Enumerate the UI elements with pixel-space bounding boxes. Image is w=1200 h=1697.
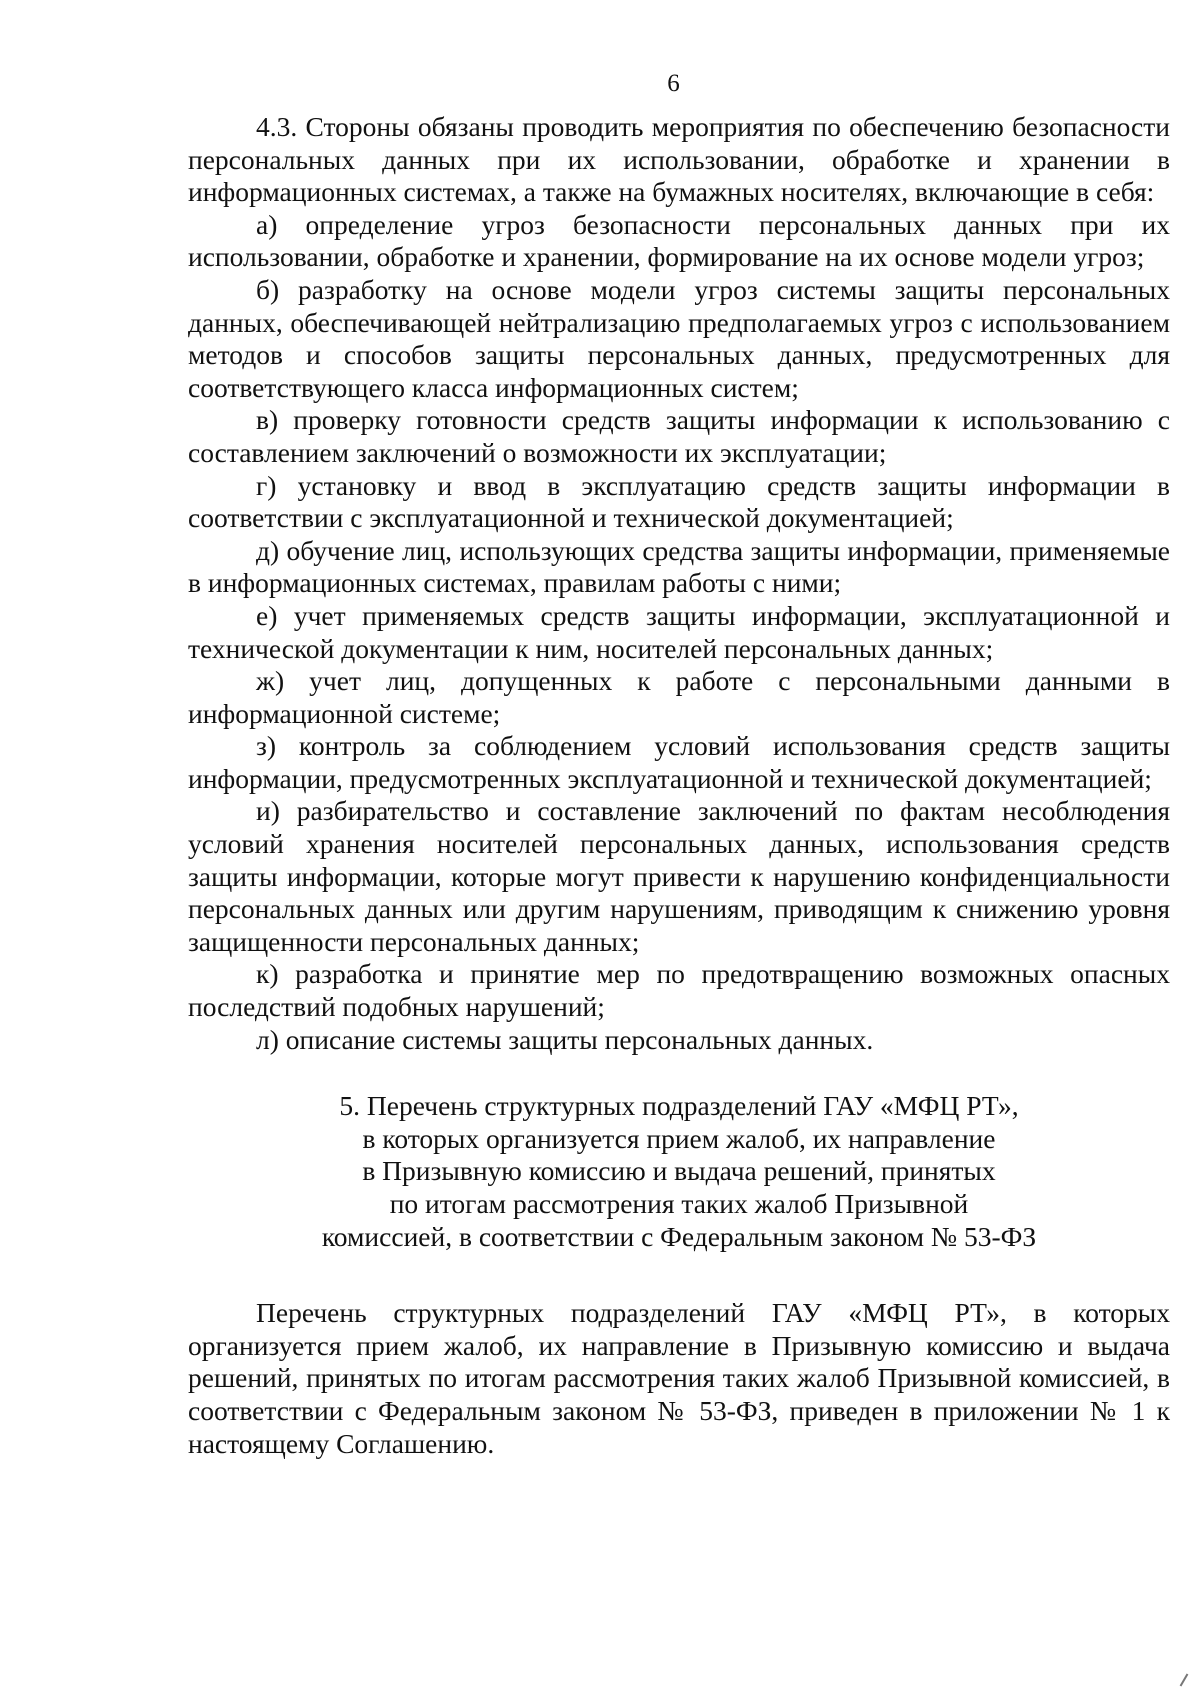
scan-mark <box>1180 1673 1189 1686</box>
list-item-l: л) описание системы защиты персональных данных. <box>256 1023 874 1055</box>
heading-line: в Призывную комиссию и выдача решений, принятых <box>362 1155 996 1187</box>
list-item-e: е) учет применяемых средств защиты информации, эксплуатационной и технической документации к ним, носителей персональных данных; <box>188 599 1170 664</box>
heading-line: в которых организуется прием жалоб, их направление <box>362 1122 996 1154</box>
page-number: 6 <box>667 70 680 97</box>
list-item-g: г) установку и ввод в эксплуатацию средств защиты информации в соответствии с эксплуатационной и технической документацией; <box>188 469 1170 534</box>
heading-line: по итогам рассмотрения таких жалоб Призывной <box>389 1188 969 1219</box>
heading-line: 5. Перечень структурных подразделений ГАУ «МФЦ РТ», <box>339 1090 1019 1122</box>
list-item-k: к) разработка и принятие мер по предотвращению возможных опасных последствий подобных нарушений; <box>188 958 1170 1023</box>
list-item-zh: ж) учет лиц, допущенных к работе с персональными данными в информационной системе; <box>188 665 1170 729</box>
heading-line: комиссией, в соответствии с Федеральным законом № 53-ФЗ <box>321 1220 1037 1252</box>
list-item-d: д) обучение лиц, использующих средства защиты информации, применяемые в информационных системах, правилам работы с ними; <box>188 534 1170 599</box>
list-item-b: б) разработку на основе модели угроз системы защиты персональных данных, обеспечивающей нейтрализацию предполагаемых угроз с использованием методов и способов защиты персональных данных, предусмотренных для соответствующего класса информационных систем; <box>188 273 1170 403</box>
list-item-i: и) разбирательство и составление заключений по фактам несоблюдения условий хранения носителей персональных данных, использования средств защиты информации, которые могут привести к нарушению конфиденциальности персональных данных или другим нарушениям, приводящим к снижению уровня защищенности персональных данных; <box>188 795 1170 957</box>
section-5-heading <box>188 1090 1170 1253</box>
document-body <box>188 111 1170 1460</box>
section-5-paragraph: Перечень структурных подразделений ГАУ «МФЦ РТ», в которых организуется прием жалоб, их направление в Призывную комиссию и выдача решений, принятых по итогам рассмотрения таких жалоб Призывной комиссией, в соответствии с Федеральным законом № 53-ФЗ, приведен в приложении № 1 к настоящему Соглашению. <box>188 1297 1170 1459</box>
list-item-z: з) контроль за соблюдением условий использования средств защиты информации, предусмотренных эксплуатационной и технической документацией; <box>188 730 1170 794</box>
paragraph-4-3: 4.3. Стороны обязаны проводить мероприятия по обеспечению безопасности персональных данных при их использовании, обработке и хранении в информационных системах, а также на бумажных носителях, включающие в себя: <box>188 111 1170 208</box>
list-item-v: в) проверку готовности средств защиты информации к использованию с составлением заключений о возможности их эксплуатации; <box>188 404 1170 468</box>
list-item-a: а) определение угроз безопасности персональных данных при их использовании, обработке и хранении, формирование на их основе модели угроз; <box>188 208 1170 273</box>
